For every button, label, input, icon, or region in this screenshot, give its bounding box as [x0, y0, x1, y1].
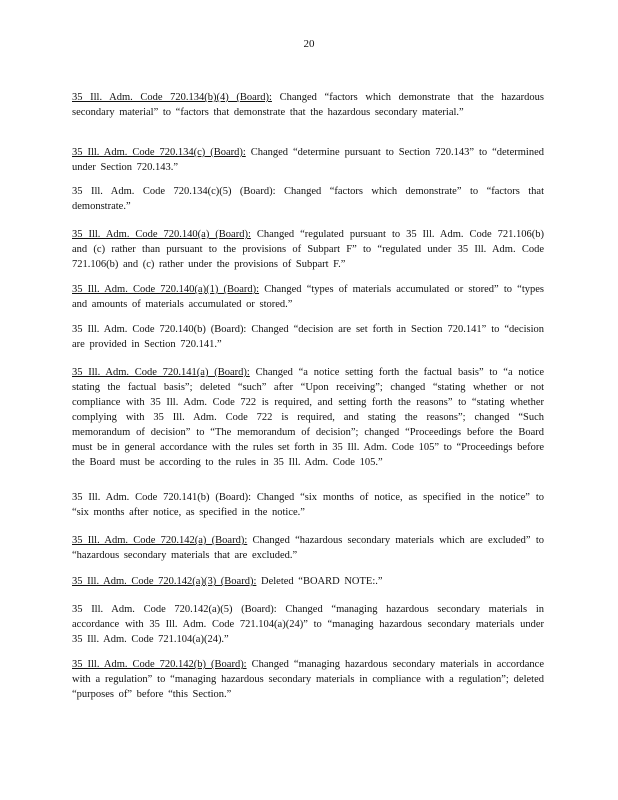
- citation: 35 Ill. Adm. Code 720.141(a) (Board):: [72, 367, 250, 378]
- change-text: Deleted “BOARD NOTE:.”: [261, 576, 383, 587]
- amendment-entry: [72, 533, 544, 563]
- change-text: Changed “managing hazardous secondary materials in accordance with a regulation” to “managing hazardous secondary materials in compliance with a regulation”; deleted “purposes of” before “this Section.”: [72, 659, 544, 700]
- change-text: Changed “managing hazardous secondary materials in accordance with 35 Ill. Adm. Code 721.104(a)(24)” to “managing hazardous secondary materials under 35 Ill. Adm. Code 721.104(a)(24).”: [72, 604, 544, 645]
- change-text: Changed “types of materials accumulated or stored” to “types and amounts of materials accumulated or stored.”: [72, 284, 545, 310]
- page-number: 20: [303, 38, 315, 50]
- change-text: Changed “decision are set forth in Section 720.141” to “decision are provided in Section 720.141.”: [72, 324, 544, 350]
- change-text: Changed “determine pursuant to Section 720.143” to “determined under Section 720.143.”: [72, 147, 544, 173]
- citation: 35 Ill. Adm. Code 720.142(a)(3) (Board):: [72, 576, 257, 587]
- citation: 35 Ill. Adm. Code 720.142(a)(5) (Board):: [72, 604, 277, 615]
- citation: 35 Ill. Adm. Code 720.140(a)(1) (Board):: [72, 284, 260, 295]
- amendment-entry: [72, 322, 544, 352]
- citation: 35 Ill. Adm. Code 720.140(a) (Board):: [72, 229, 251, 240]
- amendment-entry: [72, 282, 544, 312]
- change-text: Changed “a notice setting forth the factual basis” to “a notice stating the factual basis”; deleted “such” after “Upon receiving”; changed “stating whether or not compliance with 35 Ill. Adm. Code 722 is required, and setting forth the reasons” to “stating whether complying with 35 Ill. Adm. Code 722 is required, and stating the reasons”; changed “Such memorandum of decision” to “The memorandum of decision”; changed “Proceedings before the Board must be in general accordance with the rules set forth in 35 Ill. Adm. Code 105” to “Proceedings before the Board must be according to the rules in 35 Ill. Adm. Code 105.”: [72, 367, 545, 468]
- change-text: Changed “six months of notice, as specified in the notice” to “six months after notice, as specified in the notice.”: [72, 492, 545, 518]
- citation: 35 Ill. Adm. Code 720.141(b) (Board):: [72, 492, 252, 503]
- change-text: Changed “factors which demonstrate that the hazardous secondary material” to “factors that demonstrate that the hazardous secondary material.”: [72, 92, 544, 118]
- change-text: Changed “regulated pursuant to 35 Ill. Adm. Code 721.106(b) and (c) rather than pursuant to the provisions of Subpart F” to “regulated under 35 Ill. Adm. Code 721.106(b) and (c) rather under the provisions of Subpart F.”: [72, 229, 544, 270]
- amendment-entry: [72, 145, 544, 175]
- amendment-entry: [72, 184, 544, 214]
- citation: 35 Ill. Adm. Code 720.134(b)(4) (Board):: [72, 92, 272, 103]
- amendment-entry: [72, 365, 544, 470]
- change-text: Changed “factors which demonstrate” to “factors that demonstrate.”: [72, 186, 544, 212]
- citation: 35 Ill. Adm. Code 720.142(a) (Board):: [72, 535, 248, 546]
- citation: 35 Ill. Adm. Code 720.134(c) (Board):: [72, 147, 246, 158]
- amendment-entry: [72, 657, 544, 702]
- citation: 35 Ill. Adm. Code 720.140(b) (Board):: [72, 324, 247, 335]
- amendment-entry: [72, 602, 544, 647]
- citation: 35 Ill. Adm. Code 720.134(c)(5) (Board):: [72, 186, 276, 197]
- citation: 35 Ill. Adm. Code 720.142(b) (Board):: [72, 659, 247, 670]
- change-text: Changed “hazardous secondary materials which are excluded” to “hazardous secondary materials that are excluded.”: [72, 535, 545, 561]
- amendment-entry: [72, 90, 544, 120]
- amendment-entry: [72, 227, 544, 272]
- amendment-entry: [72, 574, 544, 589]
- amendment-entry: [72, 490, 544, 520]
